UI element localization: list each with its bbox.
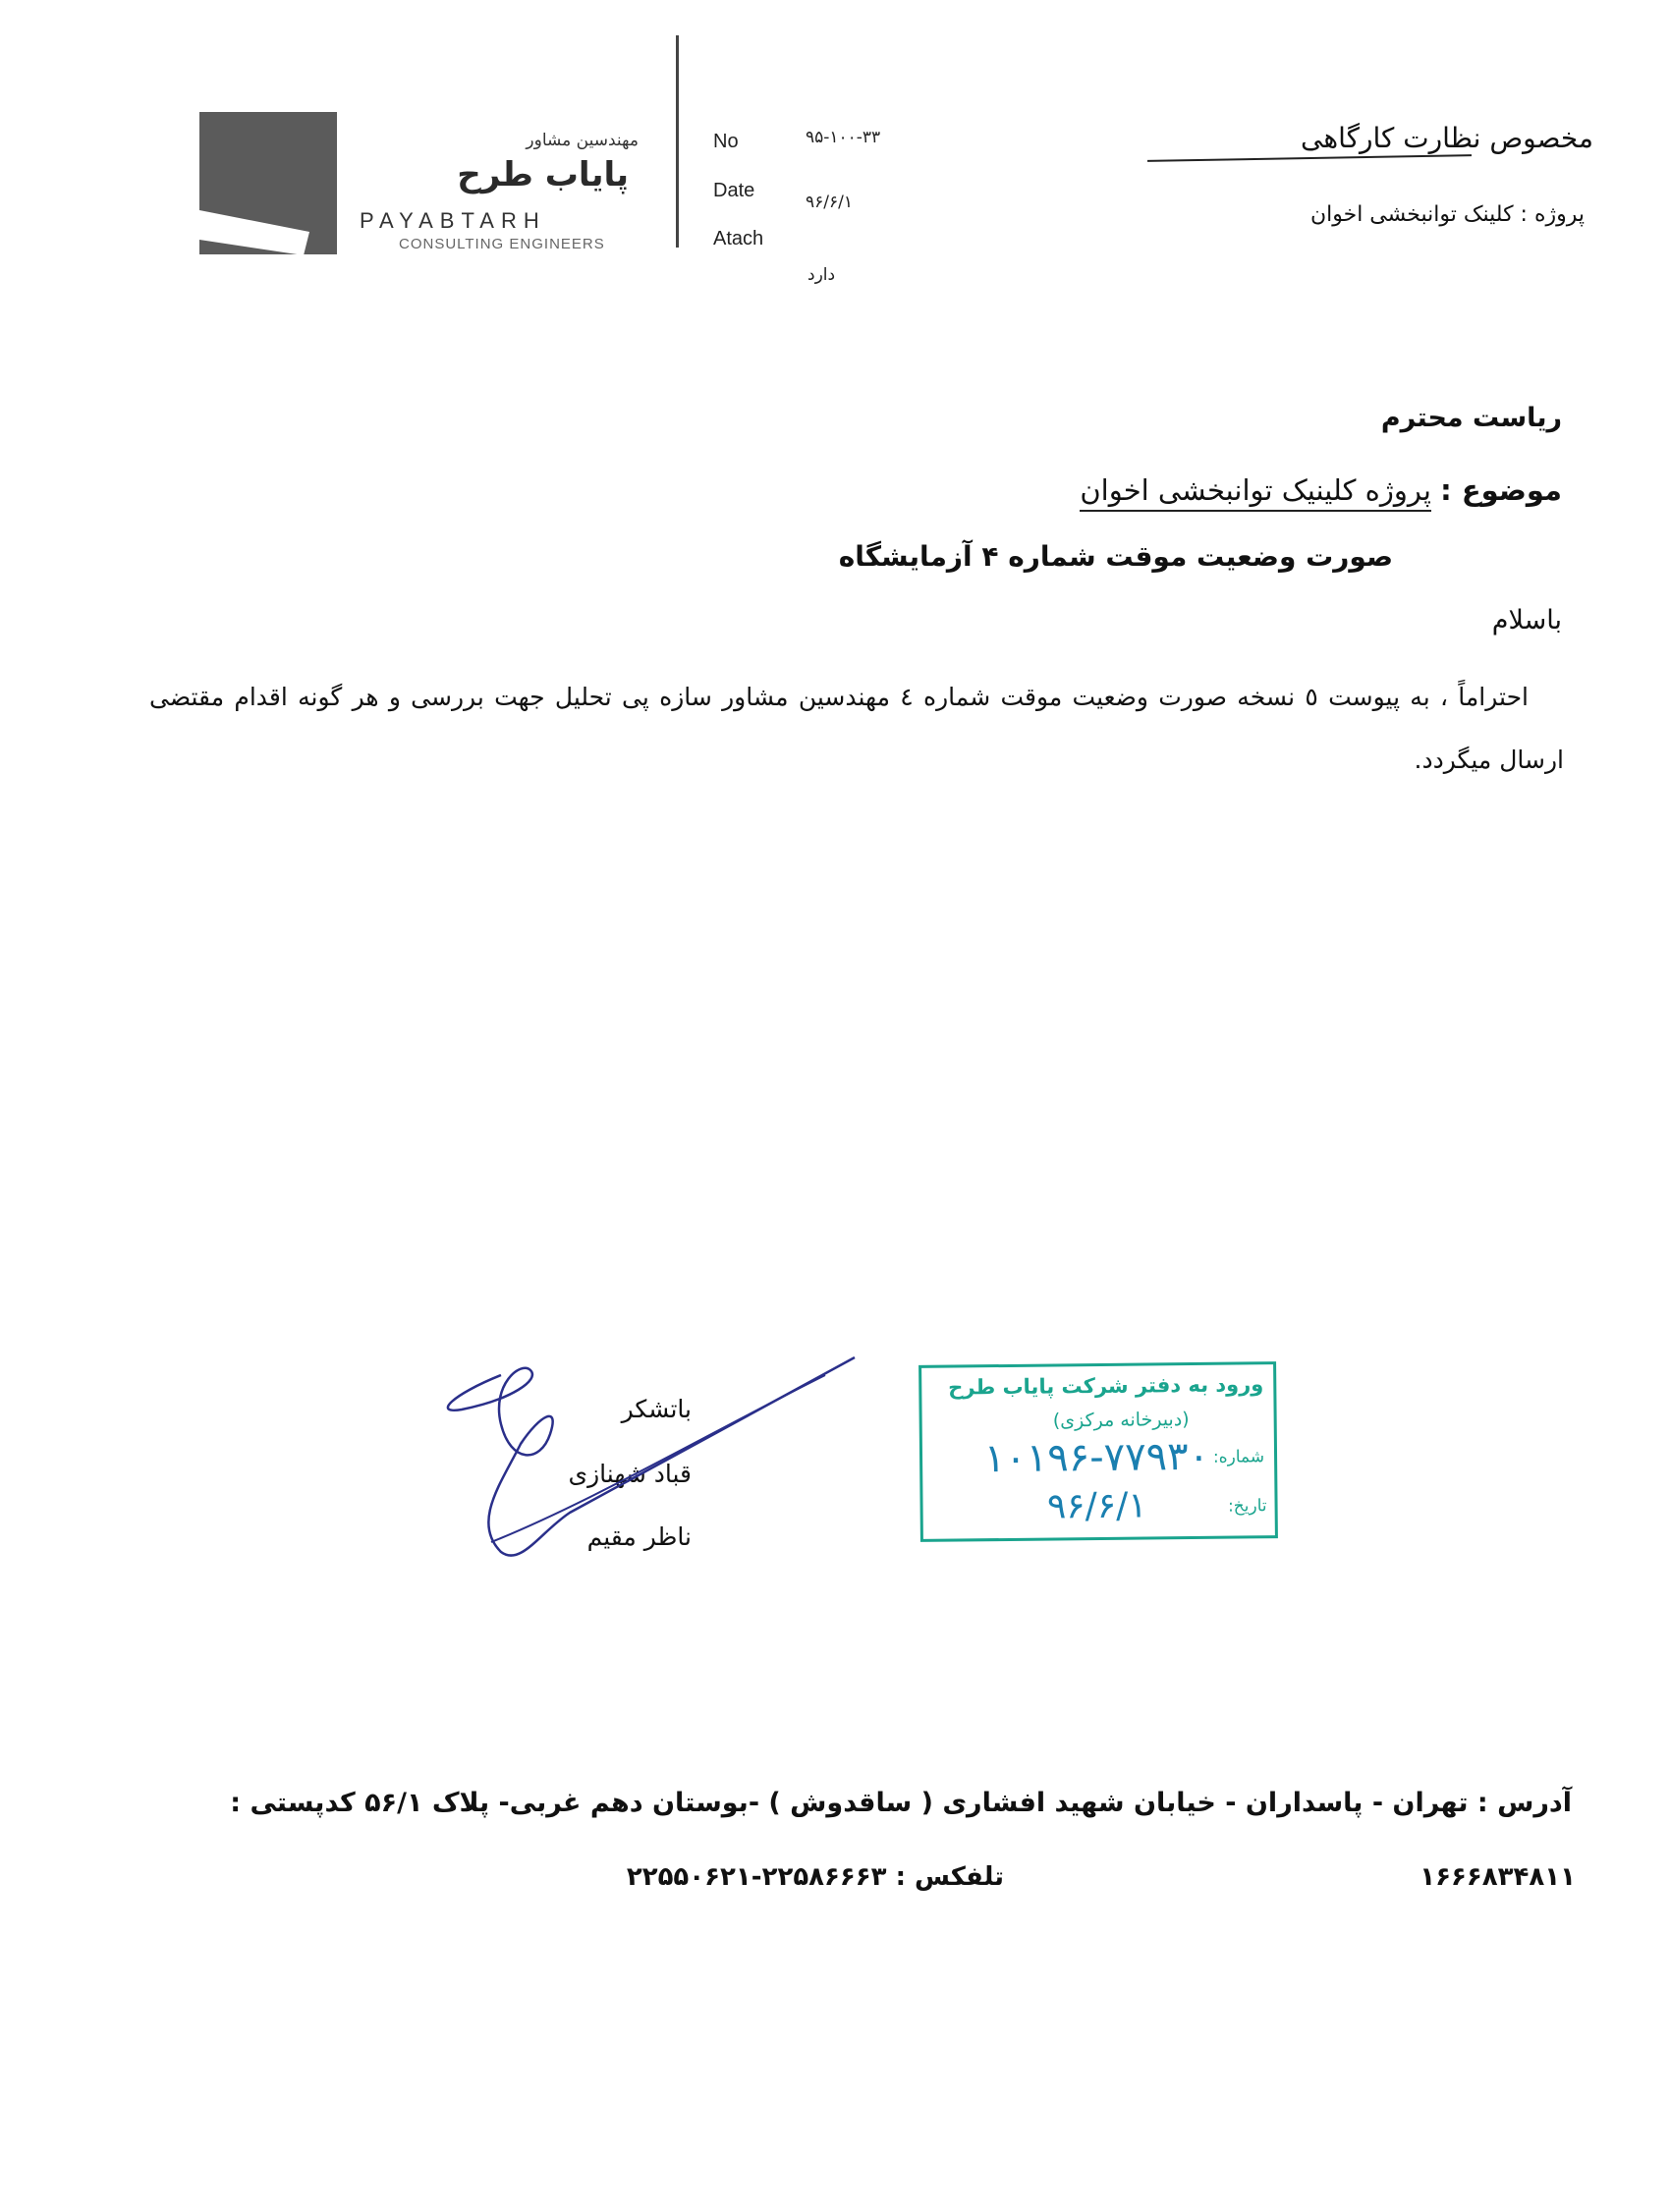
logo-tagline-en: CONSULTING ENGINEERS [399,236,605,252]
received-stamp [918,1361,1278,1542]
date-value: ۹۶/۶/۱ [806,193,853,212]
footer-postal-code: ۱۶۶۶۸۳۴۸۱۱ [1420,1862,1576,1892]
stamp-subtitle: (دبیرخانه مرکزی) [1052,1409,1190,1432]
logo-name-fa: پایاب طرح [457,155,629,194]
letter-subtitle: صورت وضعیت موقت شماره ۴ آزمایشگاه [838,540,1393,573]
greeting: باسلام [1491,605,1562,636]
stamp-date-value: ۹۶/۶/۱ [1046,1485,1147,1527]
header-divider [676,35,679,248]
stamp-number-label: شماره: [1212,1447,1265,1467]
subject-label: موضوع : [1440,473,1562,507]
closing-thanks: باتشکر [621,1395,692,1423]
logo-shape-icon [199,112,337,254]
logo-mark [199,112,337,254]
signature-icon [432,1355,864,1572]
no-label: No [713,131,739,152]
stamp-title: ورود به دفتر شرکت پایاب طرح [948,1372,1264,1400]
footer-fax: تلفکس : ۲۲۵۸۶۶۶۳-۲۲۵۵۰۶۲۱ [626,1862,1004,1892]
header-title: مخصوص نظارت کارگاهی [1301,122,1593,154]
letter-body: احتراماً ، به پیوست ٥ نسخه صورت وضعیت موقت شماره ٤ مهندسین مشاور سازه پی تحلیل جهت بررسی و هر گونه اقدام مقتضی ارسال میگردد. [149,683,1564,774]
no-value: ۹۵-۱۰۰-۳۳ [806,128,881,147]
logo-name-fa-small: مهندسین مشاور [526,131,639,150]
subject [1080,473,1562,507]
stamp-date-label: تاریخ: [1227,1496,1267,1517]
attach-value: دارد [807,265,836,285]
header-project: پروژه : کلینک توانبخشی اخوان [1309,202,1585,227]
subject-value: پروژه کلینیک توانبخشی اخوان [1080,473,1431,512]
signer-role: ناظر مقیم [586,1522,692,1551]
addressee: ریاست محترم [1380,403,1562,433]
date-label: Date [713,180,755,201]
logo-name-en: PAYABTARH [360,208,546,233]
attach-label: Atach [713,228,764,249]
stamp-number-value: ۱۰۱۹۶-۷۷۹۳۰ [983,1433,1210,1482]
header-underline [1147,154,1472,162]
footer-address: آدرس : تهران - پاسداران - خیابان شهید افشاری ( ساقدوش ) -بوستان دهم غربی- پلاک ۵۶/۱ کدپستی : [230,1788,1572,1818]
signer-name: قباد شهنازی [568,1460,692,1488]
